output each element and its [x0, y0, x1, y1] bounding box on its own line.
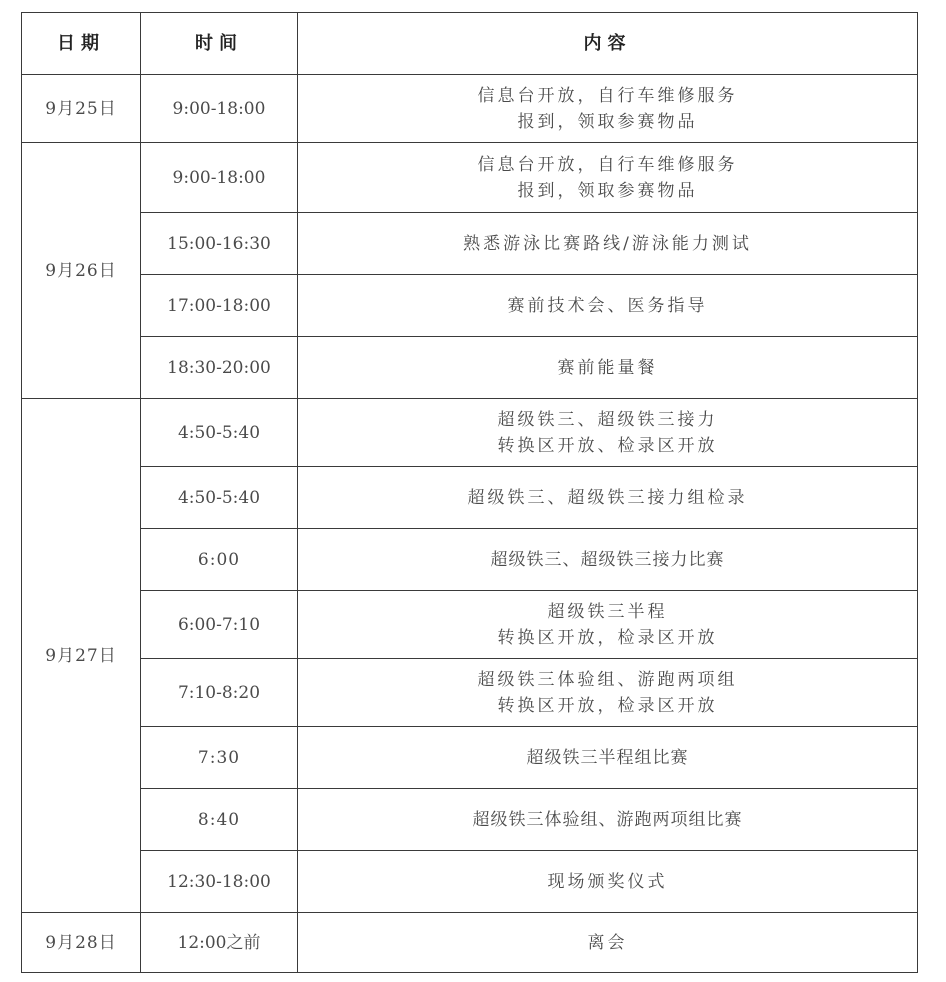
table-row: [22, 213, 918, 275]
header-date: 日期: [22, 13, 141, 75]
content-line: 超级铁三体验组、游跑两项组: [477, 669, 738, 690]
schedule-table: [21, 12, 918, 973]
content-cell: [298, 659, 918, 727]
table-row: [22, 337, 918, 399]
time-cell: 7:10-8:20: [141, 659, 298, 727]
table-row: [22, 659, 918, 727]
time-cell: 6:00-7:10: [141, 591, 298, 659]
table-row: [22, 467, 918, 529]
content-cell: 熟悉游泳比赛路线/游泳能力测试: [298, 213, 918, 275]
time-cell: 4:50-5:40: [141, 399, 298, 467]
table-row: [22, 143, 918, 213]
time-cell: 4:50-5:40: [141, 467, 298, 529]
content-line: 超级铁三半程: [547, 601, 668, 622]
content-cell: 赛前能量餐: [298, 337, 918, 399]
time-cell: 7:30: [141, 727, 298, 789]
time-cell: 18:30-20:00: [141, 337, 298, 399]
content-line: 信息台开放，自行车维修服务: [477, 154, 738, 175]
table-row: [22, 913, 918, 973]
date-cell: 9月28日: [22, 913, 141, 973]
table-row: [22, 275, 918, 337]
content-line: 报到，领取参赛物品: [517, 180, 698, 201]
content-cell: 超级铁三半程组比赛: [298, 727, 918, 789]
time-cell: 8:40: [141, 789, 298, 851]
content-cell: 超级铁三、超级铁三接力比赛: [298, 529, 918, 591]
time-cell: 9:00-18:00: [141, 143, 298, 213]
content-line: 信息台开放，自行车维修服务: [477, 85, 738, 106]
table-row: [22, 399, 918, 467]
time-cell: 17:00-18:00: [141, 275, 298, 337]
time-cell: 15:00-16:30: [141, 213, 298, 275]
table-row: [22, 591, 918, 659]
content-line: 报到，领取参赛物品: [517, 111, 698, 132]
date-cell: 9月25日: [22, 75, 141, 143]
time-cell: 9:00-18:00: [141, 75, 298, 143]
time-cell: 12:30-18:00: [141, 851, 298, 913]
time-cell: 12:00之前: [141, 913, 298, 973]
content-cell: 超级铁三体验组、游跑两项组比赛: [298, 789, 918, 851]
table-row: [22, 851, 918, 913]
content-cell: 现场颁奖仪式: [298, 851, 918, 913]
content-line: 转换区开放、检录区开放: [497, 435, 718, 456]
content-line: 超级铁三、超级铁三接力: [497, 409, 718, 430]
date-cell: 9月27日: [22, 399, 141, 913]
content-cell: 超级铁三、超级铁三接力组检录: [298, 467, 918, 529]
time-cell: 6:00: [141, 529, 298, 591]
content-cell: 赛前技术会、医务指导: [298, 275, 918, 337]
table-row: [22, 727, 918, 789]
content-cell: [298, 399, 918, 467]
content-cell: [298, 143, 918, 213]
table-row: [22, 529, 918, 591]
content-line: 转换区开放，检录区开放: [497, 627, 718, 648]
table-row: [22, 789, 918, 851]
table-row: [22, 75, 918, 143]
header-row: [22, 13, 918, 75]
content-cell: 离会: [298, 913, 918, 973]
content-cell: [298, 591, 918, 659]
header-content: 内容: [298, 13, 918, 75]
date-cell: 9月26日: [22, 143, 141, 399]
header-time: 时间: [141, 13, 298, 75]
content-line: 转换区开放，检录区开放: [497, 695, 718, 716]
content-cell: [298, 75, 918, 143]
